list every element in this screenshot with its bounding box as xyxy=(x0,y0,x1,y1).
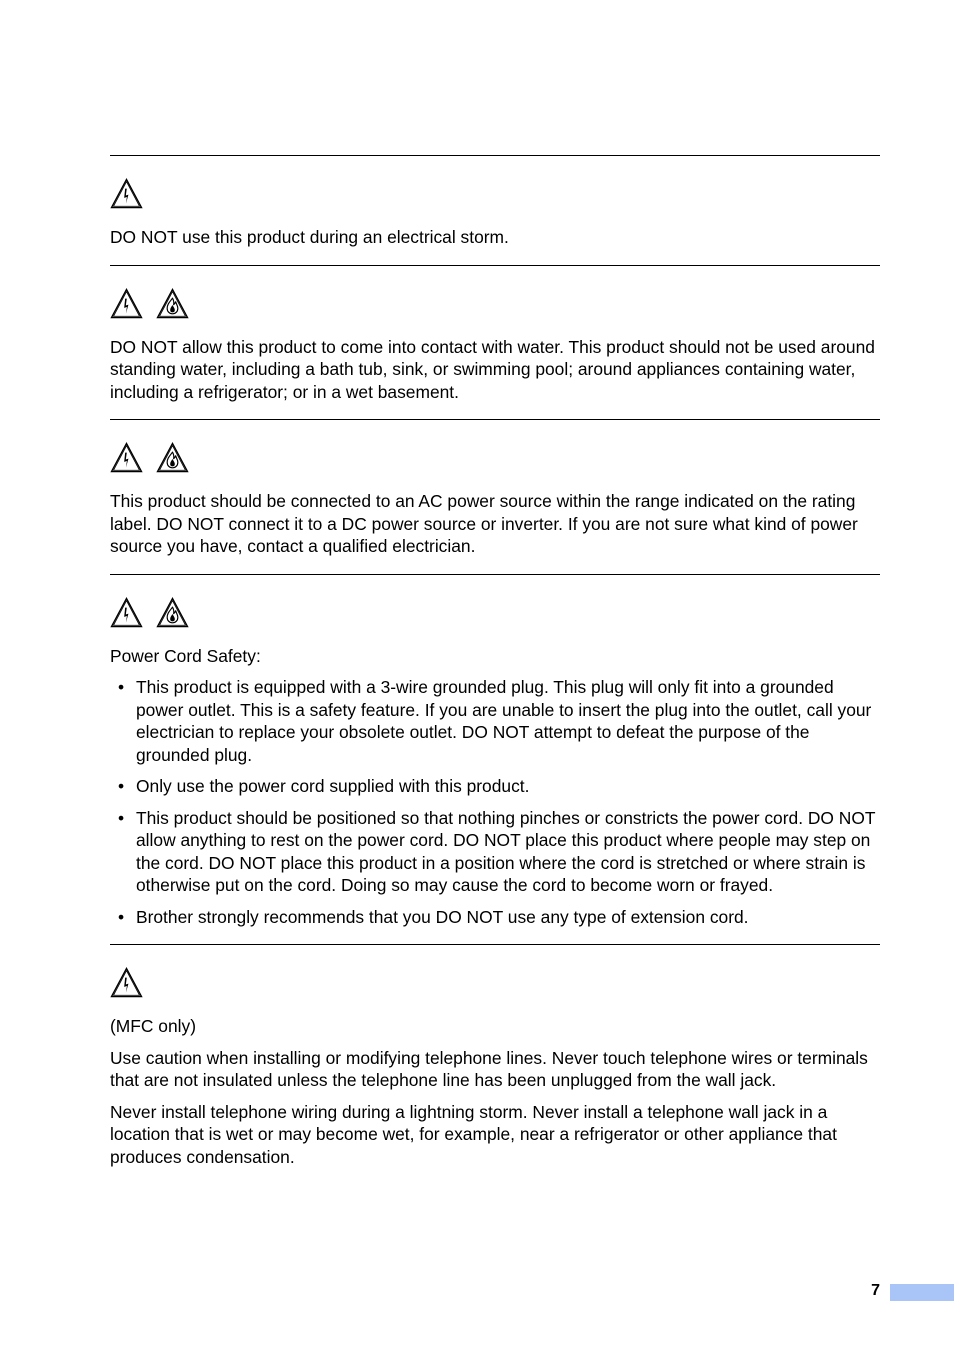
list-item xyxy=(110,676,880,766)
list-item-text: This product should be positioned so that nothing pinches or constricts the power cord. DO NOT allow anything to rest on the power cord. DO NOT place this product where people may step on the cord. DO NOT place this product in a position where the cord is stretched or where strain is otherwise put on the cord. Doing so may cause the cord to become worn or frayed. xyxy=(136,807,876,895)
fire-hazard-icon xyxy=(156,442,189,473)
warning-text: Use caution when installing or modifying telephone lines. Never touch telephone wires or terminals that are not insulated unless the telephone line has been unplugged from the wall jack. xyxy=(110,1047,868,1090)
warning-text: Never install telephone wiring during a lightning storm. Never install a telephone wall jack in a location that is wet or may become wet, for example, near a refrigerator or other appliance that produces condensation. xyxy=(110,1101,837,1167)
power-cord-safety-list xyxy=(110,676,880,928)
list-item xyxy=(110,807,880,897)
warning-icons xyxy=(110,597,880,630)
electrical-hazard-icon xyxy=(110,288,143,319)
bullet-symbol: • xyxy=(118,906,125,927)
fire-hazard-icon xyxy=(156,288,189,319)
warning-icons xyxy=(110,967,880,1000)
list-item-text: This product is equipped with a 3-wire grounded plug. This plug will only fit into a grounded power outlet. This is a safety feature. If you are unable to insert the plug into the outlet, call your electrician to replace your obsolete outlet. DO NOT attempt to defeat the purpose of the grounded plug. xyxy=(136,677,872,765)
fire-hazard-icon xyxy=(156,597,189,628)
warning-text: DO NOT allow this product to come into contact with water. This product should not be used around standing water, including a bath tub, sink, or swimming pool; around appliances containing water, including a refrigerator; or in a wet basement. xyxy=(110,336,875,402)
warning-section-power-cord xyxy=(110,574,880,945)
page-number: 7 xyxy=(871,1282,880,1299)
page-tab xyxy=(890,1284,954,1301)
warning-text: This product should be connected to an AC power source within the range indicated on the rating label. DO NOT connect it to a DC power source or inverter. If you are not sure what kind of power source you have, contact a qualified electrician. xyxy=(110,491,858,556)
warning-icons xyxy=(110,178,880,211)
warning-section-water xyxy=(110,265,880,420)
warning-section-power-source xyxy=(110,419,880,574)
safety-content xyxy=(110,155,880,1168)
list-item-text: Brother strongly recommends that you DO NOT use any type of extension cord. xyxy=(136,906,749,927)
bullet-symbol: • xyxy=(118,807,125,828)
warning-text: DO NOT use this product during an electrical storm. xyxy=(110,227,509,247)
section-intro: Power Cord Safety: xyxy=(110,645,261,666)
list-item xyxy=(110,775,880,798)
mfc-only-note: (MFC only) xyxy=(110,1016,196,1036)
list-item xyxy=(110,906,880,929)
warning-icons xyxy=(110,442,880,475)
bullet-symbol: • xyxy=(118,776,125,796)
warning-icons xyxy=(110,288,880,321)
electrical-hazard-icon xyxy=(110,442,143,473)
list-item-text: Only use the power cord supplied with this product. xyxy=(136,776,530,796)
bullet-symbol: • xyxy=(118,677,125,697)
electrical-hazard-icon xyxy=(110,967,143,998)
warning-section-telephone xyxy=(110,944,880,1168)
electrical-hazard-icon xyxy=(110,178,143,209)
warning-section-electrical-storm xyxy=(110,155,880,265)
electrical-hazard-icon xyxy=(110,597,143,628)
